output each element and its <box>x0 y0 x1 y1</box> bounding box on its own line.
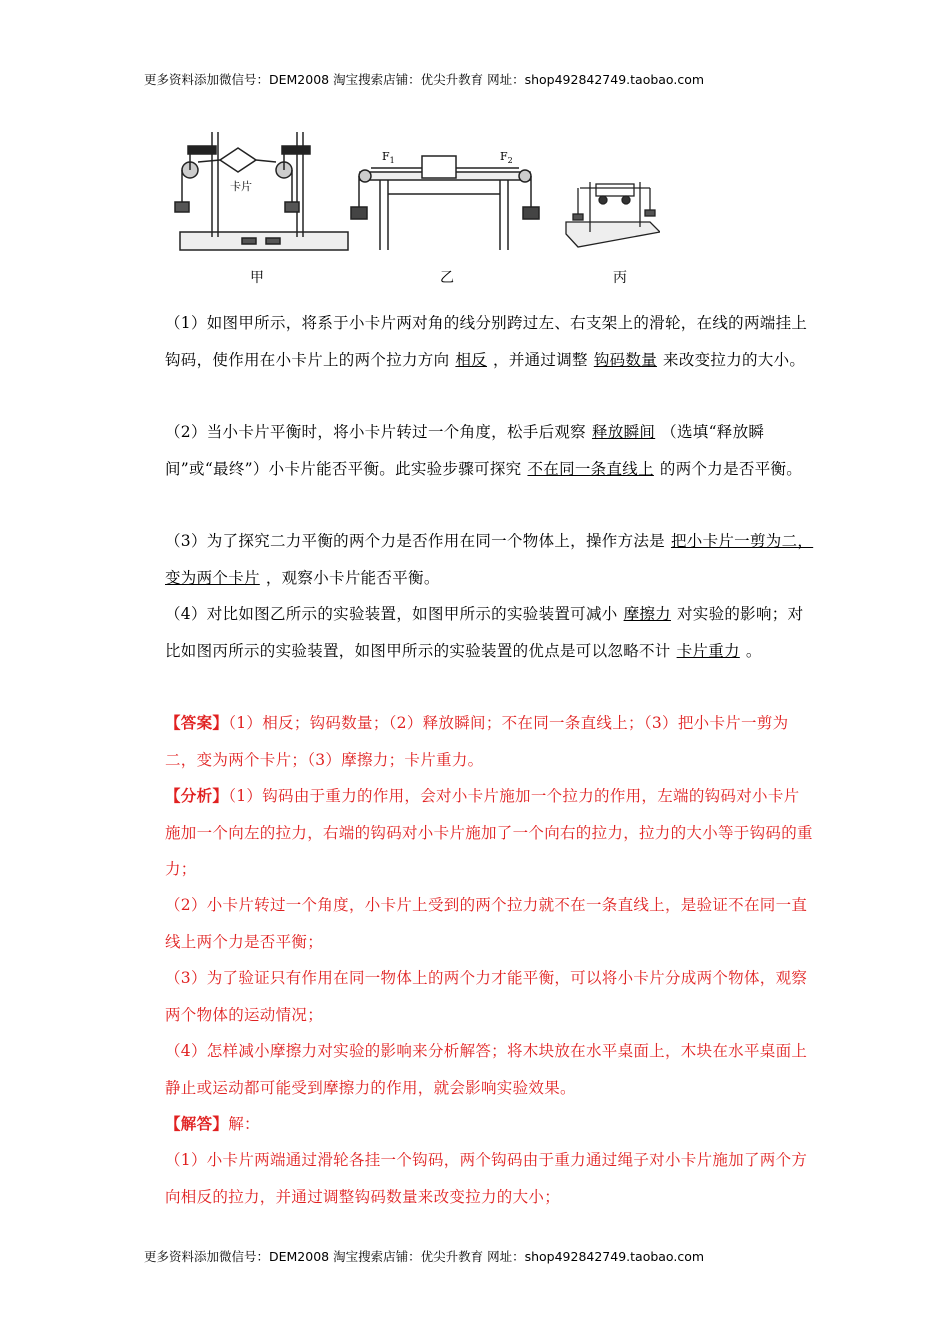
caption-yi: 乙 <box>440 270 454 286</box>
apparatus-yi <box>351 156 539 250</box>
analysis-p1: （1）钩码由于重力的作用，会对小卡片施加一个拉力的作用，左端的钩码对小卡片施加一个向左的拉力，右端的钩码对小卡片施加了一个向右的拉力，拉力的大小等于钩码的重力； <box>165 787 813 878</box>
question-4-text-c: 。 <box>745 641 762 660</box>
analysis-tag: 【分析】 <box>165 786 229 805</box>
card-label: 卡片 <box>230 180 252 193</box>
solution-section <box>165 1106 815 1143</box>
analysis-p2: （2）小卡片转过一个角度，小卡片上受到的两个拉力就不在一条直线上，是验证不在同一直线上两个力是否平衡； <box>165 896 808 951</box>
solution-tag: 【解答】 <box>165 1114 229 1133</box>
analysis-section <box>165 778 815 888</box>
solution-suffix: 解： <box>228 1115 260 1133</box>
experiment-figure <box>160 122 660 292</box>
question-1 <box>165 305 815 378</box>
question-3-text-a: （3）为了探究二力平衡的两个力是否作用在同一个物体上，操作方法是 <box>165 532 665 550</box>
f1-label: $F_1$ <box>382 150 395 165</box>
apparatus-bing <box>566 182 660 247</box>
page-header: 更多资料添加微信号：DEM2008 淘宝搜索店铺：优尖升教育 网址：shop492842749.taobao.com <box>144 72 705 87</box>
solution-p1: （1）小卡片两端通过滑轮各挂一个钩码，两个钩码由于重力通过绳子对小卡片施加了两个方向相反的拉力，并通过调整钩码数量来改变拉力的大小； <box>165 1151 808 1206</box>
caption-jia: 甲 <box>250 270 264 286</box>
question-2-text-a: （2）当小卡片平衡时，将小卡片转过一个角度，松手后观察 <box>165 423 586 441</box>
question-1-answer-2: 钩码数量 <box>593 350 658 369</box>
question-2-answer-1: 释放瞬间 <box>591 423 656 441</box>
question-1-answer-1: 相反 <box>455 350 488 369</box>
apparatus-jia <box>175 132 348 250</box>
f2-label: $F_2$ <box>500 150 513 165</box>
caption-bing: 丙 <box>613 270 627 286</box>
question-3-text-b: ，观察小卡片能否平衡。 <box>265 568 440 587</box>
question-1-text-a: （1）如图甲所示，将系于小卡片两对角的线分别跨过左、右支架上的滑轮，在线的两端挂上钩码，使作用在小卡片上的两个拉力方向 <box>165 314 808 369</box>
question-2 <box>165 414 815 487</box>
answer-section <box>165 705 815 778</box>
question-3 <box>165 523 815 596</box>
answer-text: （1）相反；钩码数量；（2）释放瞬间；不在同一条直线上；（3）把小卡片一剪为二，变为两个卡片；（3）摩擦力；卡片重力。 <box>165 714 789 769</box>
page-footer: 更多资料添加微信号：DEM2008 淘宝搜索店铺：优尖升教育 网址：shop492842749.taobao.com <box>144 1249 705 1264</box>
question-4-answer-2: 卡片重力 <box>676 641 740 660</box>
question-1-text-b: ，并通过调整 <box>493 350 588 369</box>
question-3-answer-1: 把小卡片一剪为二，变为两个卡片 <box>165 532 814 587</box>
question-4-text-b: 对实验的影响；对比如图丙所示的实验装置，如图甲所示的实验装置的优点是可以忽略不计 <box>165 605 804 660</box>
analysis-p3: （3）为了验证只有作用在同一物体上的两个力才能平衡，可以将小卡片分成两个物体，观察两个物体的运动情况； <box>165 969 808 1024</box>
question-4-answer-1: 摩擦力 <box>623 605 671 623</box>
question-2-text-b: （选填“释放瞬间”或“最终”）小卡片能否平衡。此实验步骤可探究 <box>165 423 765 478</box>
question-2-text-c: 的两个力是否平衡。 <box>659 459 803 478</box>
answer-tag: 【答案】 <box>165 713 229 732</box>
question-1-text-c: 来改变拉力的大小。 <box>663 350 806 369</box>
question-4 <box>165 596 815 669</box>
analysis-p4: （4）怎样减小摩擦力对实验的影响来分析解答；将木块放在水平桌面上，木块在水平桌面上静止或运动都可能受到摩擦力的作用，就会影响实验效果。 <box>165 1042 808 1097</box>
question-4-text-a: （4）对比如图乙所示的实验装置，如图甲所示的实验装置可减小 <box>165 605 618 623</box>
question-2-answer-2: 不在同一条直线上 <box>527 459 654 478</box>
